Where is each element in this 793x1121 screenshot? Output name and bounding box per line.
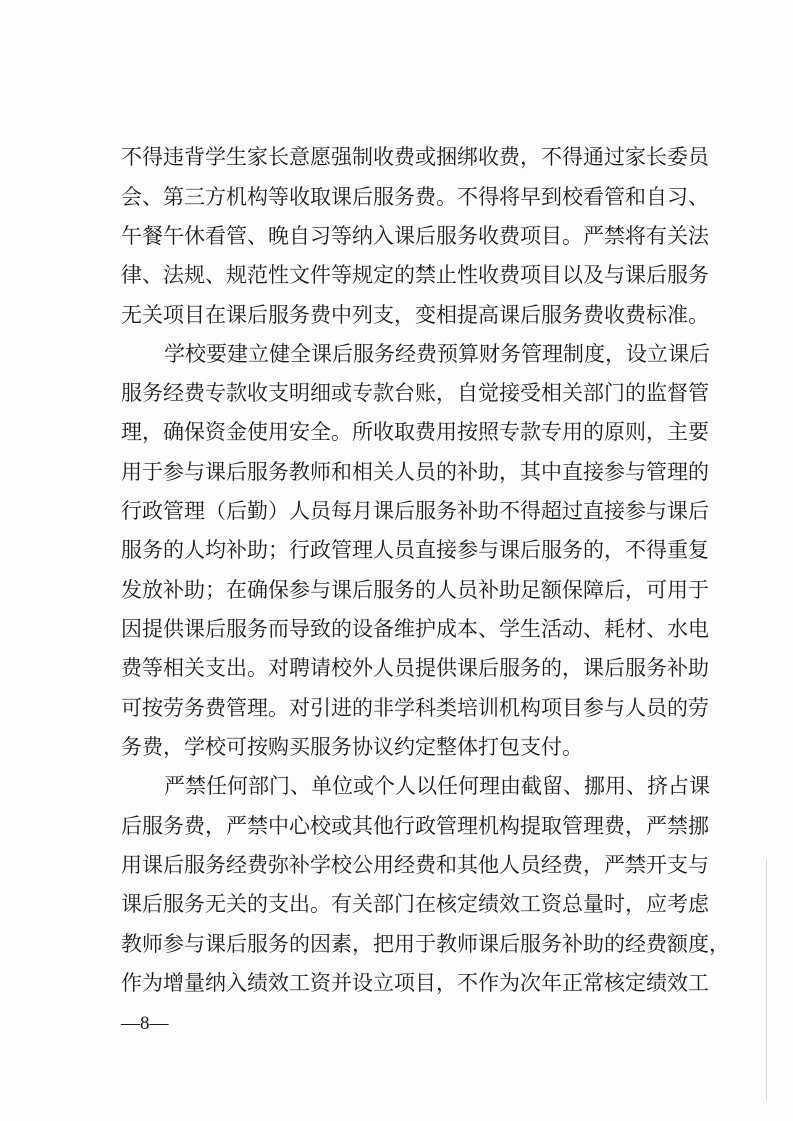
- text-line: 午餐午休看管、晚自习等纳入课后服务收费项目。严禁将有关法: [121, 224, 709, 248]
- text-line: 课后服务无关的支出。有关部门在核定绩效工资总量时，应考虑: [121, 892, 709, 916]
- text-line: 会、第三方机构等收取课后服务费。不得将早到校看管和自习、: [121, 185, 709, 209]
- text-line: 服务经费专款收支明细或专款台账，自觉接受相关部门的监督管: [121, 381, 709, 405]
- text-line: 无关项目在课后服务费中列支，变相提高课后服务费收费标准。: [121, 303, 709, 327]
- text-line: 务费，学校可按购买服务协议约定整体打包支付。: [121, 735, 583, 759]
- text-line: 发放补助；在确保参与课后服务的人员补助足额保障后，可用于: [121, 578, 709, 602]
- text-line: 律、法规、规范性文件等规定的禁止性收费项目以及与课后服务: [121, 263, 709, 287]
- text-line: 因提供课后服务而导致的设备维护成本、学生活动、耗材、水电: [121, 617, 709, 641]
- text-line: 服务的人均补助；行政管理人员直接参与课后服务的，不得重复: [121, 538, 709, 562]
- text-line: 作为增量纳入绩效工资并设立项目，不作为次年正常核定绩效工: [121, 971, 709, 995]
- text-line: 理，确保资金使用安全。所收取费用按照专款专用的原则，主要: [121, 420, 709, 444]
- text-line: 用于参与课后服务教师和相关人员的补助，其中直接参与管理的: [121, 460, 709, 484]
- text-line: 用课后服务经费弥补学校公用经费和其他人员经费，严禁开支与: [121, 853, 709, 877]
- text-line: 后服务费，严禁中心校或其他行政管理机构提取管理费，严禁挪: [121, 814, 709, 838]
- paragraph-first-line: 学校要建立健全课后服务经费预算财务管理制度，设立课后: [164, 342, 710, 366]
- text-line: 可按劳务费管理。对引进的非学科类培训机构项目参与人员的劳: [121, 696, 709, 720]
- text-line: 行政管理（后勤）人员每月课后服务补助不得超过直接参与课后: [121, 499, 709, 523]
- page-number: —8—: [121, 1013, 169, 1034]
- paragraph-first-line: 严禁任何部门、单位或个人以任何理由截留、挪用、挤占课: [164, 774, 710, 798]
- text-line: 不得违背学生家长意愿强制收费或捆绑收费，不得通过家长委员: [121, 145, 709, 169]
- text-line: 教师参与课后服务的因素，把用于教师课后服务补助的经费额度，: [121, 932, 730, 956]
- scan-edge-line: [766, 860, 767, 1100]
- text-line: 费等相关支出。对聘请校外人员提供课后服务的，课后服务补助: [121, 656, 709, 680]
